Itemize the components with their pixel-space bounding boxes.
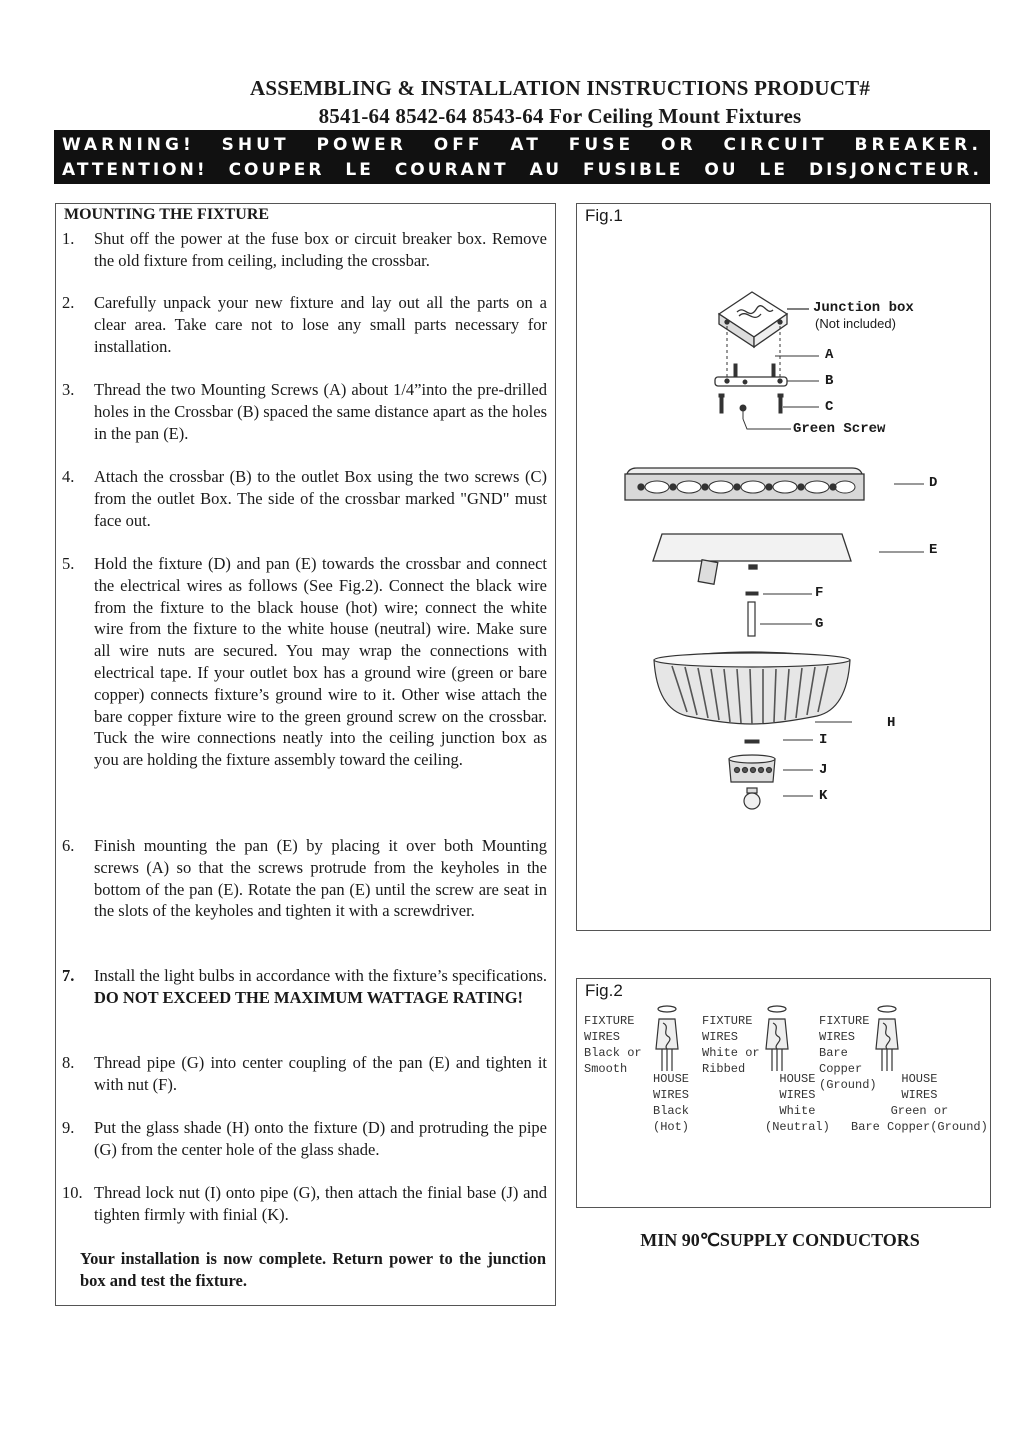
step-number: 5.: [62, 554, 75, 573]
wire-text: WIRES: [584, 1030, 621, 1044]
step-3: [62, 379, 547, 444]
warning-french: ATTENTION! COUPER LE COURANT AU FUSIBLE OU LE DISJONCTEUR.: [62, 160, 982, 180]
green-screw-label: Green Screw: [793, 421, 886, 437]
warning-banner: [54, 130, 990, 184]
wire-text: HOUSE: [779, 1072, 816, 1086]
step-text: Thread pipe (G) into center coupling of the pan (E) and tighten it with nut (F).: [94, 1053, 547, 1094]
fixture-wires-white: [702, 1013, 760, 1077]
part-label-k: K: [819, 788, 828, 804]
house-wires-black: [653, 1071, 689, 1135]
nut-f-icon: [746, 592, 812, 595]
wire-text: HOUSE: [901, 1072, 938, 1086]
step-1: [62, 228, 547, 272]
step-number: 8.: [62, 1053, 75, 1072]
figure-2-panel: [576, 978, 991, 1208]
step-number: 6.: [62, 836, 75, 855]
step-4: [62, 466, 547, 531]
junction-box-label: Junction box: [813, 300, 914, 316]
house-wires-ground: [851, 1071, 988, 1135]
not-included-label: (Not included): [815, 316, 896, 331]
part-label-g: G: [815, 616, 824, 632]
step-7-text: Install the light bulbs in accordance with the fixture’s specifications.: [94, 966, 547, 985]
exploded-diagram: [577, 204, 992, 932]
step-text: Hold the fixture (D) and pan (E) towards the crossbar and connect the electrical wires as follows (See Fig.2). Connect the black wire from the fixture to the black house (hot) wire; connect the white wire from the fixture to the white house (neutral) wire. Make sure all wire nuts are secured. You may wrap the connections with electrical tape. If your outlet box has a ground wire (green or bare copper) connects fixture’s ground wire to it. Other wise attach the bare copper fixture wire to the green ground screw on the crossbar. Tuck the wire connections neatly into the ceiling junction box as you are holding the fixture assembly toward the ceiling.: [94, 554, 547, 770]
wire-text: HOUSE: [653, 1072, 690, 1086]
fixture-wires-black: [584, 1013, 642, 1077]
lock-nut-i-icon: [745, 740, 813, 743]
step-text: Thread the two Mounting Screws (A) about 1/4”into the pre-drilled holes in the Crossbar (B) spaced the same distance apart as the holes in the pan (E).: [94, 380, 547, 443]
mounting-screw-a-icon: [734, 356, 819, 378]
step-number: 1.: [62, 229, 75, 248]
wire-text: FIXTURE: [584, 1014, 635, 1028]
wire-text: White or: [702, 1046, 760, 1060]
completion-note: Your installation is now complete. Return power to the junction box and test the fixture.: [80, 1249, 546, 1290]
step-2: [62, 292, 547, 357]
step-number: 7.: [62, 966, 75, 985]
junction-box-icon: [719, 292, 787, 347]
step-number: 3.: [62, 380, 75, 399]
wire-text: Black: [653, 1104, 690, 1118]
step-9: [62, 1117, 547, 1161]
wire-text: Bare Copper(Ground): [851, 1120, 988, 1134]
wire-text: WIRES: [819, 1030, 856, 1044]
wire-text: Black or: [584, 1046, 642, 1060]
part-label-j: J: [819, 762, 828, 778]
wire-text: (Ground): [819, 1078, 877, 1092]
step-number: 4.: [62, 467, 75, 486]
figure-1-panel: [576, 203, 991, 931]
step-text: Put the glass shade (H) onto the fixture (D) and protruding the pipe (G) from the center hole of the glass shade.: [94, 1118, 547, 1159]
step-text: Carefully unpack your new fixture and lay out all the parts on a clear area. Take care not to lose any small parts necessary for installation.: [94, 293, 547, 356]
step-number: 9.: [62, 1118, 75, 1137]
part-label-e: E: [929, 542, 938, 558]
wire-text: WIRES: [901, 1088, 938, 1102]
wire-text: Green or: [890, 1104, 949, 1118]
section-heading: MOUNTING THE FIXTURE: [64, 206, 270, 223]
wire-nut-icon: [876, 1006, 898, 1071]
finial-k-icon: [744, 788, 813, 809]
wire-text: WIRES: [779, 1088, 816, 1102]
wattage-warning: DO NOT EXCEED THE MAXIMUM WATTAGE RATING!: [94, 987, 524, 1007]
step-text: Finish mounting the pan (E) by placing it over both Mounting screws (A) so that the screws protrude from the keyholes in the bottom of the pan (E). Rotate the pan (E) until the screw are seat in the slots of the keyholes and tighten it with a screwdriver.: [94, 836, 547, 921]
step-8: [62, 1052, 547, 1096]
figure-1-label: Fig.1: [585, 206, 623, 225]
part-label-i: I: [819, 732, 828, 748]
part-label-h: H: [887, 715, 896, 731]
green-screw-icon: [740, 405, 791, 429]
step-text: Thread lock nut (I) onto pipe (G), then attach the finial base (J) and tighten firmly with finial (K).: [94, 1183, 547, 1224]
step-5: [62, 553, 547, 771]
part-label-f: F: [815, 585, 824, 601]
crossbar-b-icon: [715, 377, 819, 386]
step-text: Shut off the power at the fuse box or circuit breaker box. Remove the old fixture from ceiling, including the crossbar.: [94, 229, 547, 270]
wire-text: FIXTURE: [702, 1014, 753, 1028]
fixture-canopy-d-icon: [625, 468, 924, 500]
finial-base-j-icon: [729, 755, 813, 782]
wire-nut-icon: [766, 1006, 788, 1071]
figure-2-label: Fig.2: [585, 981, 623, 1000]
wire-text: FIXTURE: [819, 1014, 870, 1028]
wire-text: Bare: [819, 1046, 848, 1060]
wire-text: Smooth: [584, 1062, 628, 1076]
instructions-panel: [55, 203, 556, 1306]
wire-text: Ribbed: [702, 1062, 746, 1076]
pan-e-icon: [653, 534, 924, 584]
screw-c-icon: [719, 394, 819, 413]
glass-shade-h-icon: [654, 652, 852, 724]
step-number: 10.: [62, 1183, 83, 1202]
title-line-1: ASSEMBLING & INSTALLATION INSTRUCTIONS PRODUCT#: [249, 76, 871, 100]
pipe-g-icon: [748, 602, 812, 636]
min-supply-conductors: MIN 90℃SUPPLY CONDUCTORS: [640, 1230, 920, 1250]
part-label-a: A: [825, 347, 834, 363]
warning-english: WARNING! SHUT POWER OFF AT FUSE OR CIRCUIT BREAKER.: [62, 135, 982, 155]
title-line-2: 8541-64 8542-64 8543-64 For Ceiling Mount Fixtures: [318, 104, 802, 128]
wire-text: Copper: [819, 1062, 863, 1076]
step-number: 2.: [62, 293, 75, 312]
step-7: [62, 965, 547, 1009]
wire-nut-icon: [656, 1006, 678, 1071]
part-label-d: D: [929, 475, 938, 491]
wire-text: WIRES: [653, 1088, 690, 1102]
step-text: Attach the crossbar (B) to the outlet Box using the two screws (C) from the outlet Box. The side of the crossbar marked "GND" must face out.: [94, 467, 547, 530]
wire-text: (Hot): [653, 1120, 690, 1134]
part-label-c: C: [825, 399, 834, 415]
part-label-b: B: [825, 373, 834, 389]
wire-text: (Neutral): [765, 1120, 830, 1134]
step-6: [62, 835, 547, 922]
wire-text: White: [779, 1104, 816, 1118]
step-text: [94, 965, 547, 1009]
wire-text: WIRES: [702, 1030, 739, 1044]
step-10: [62, 1182, 547, 1226]
